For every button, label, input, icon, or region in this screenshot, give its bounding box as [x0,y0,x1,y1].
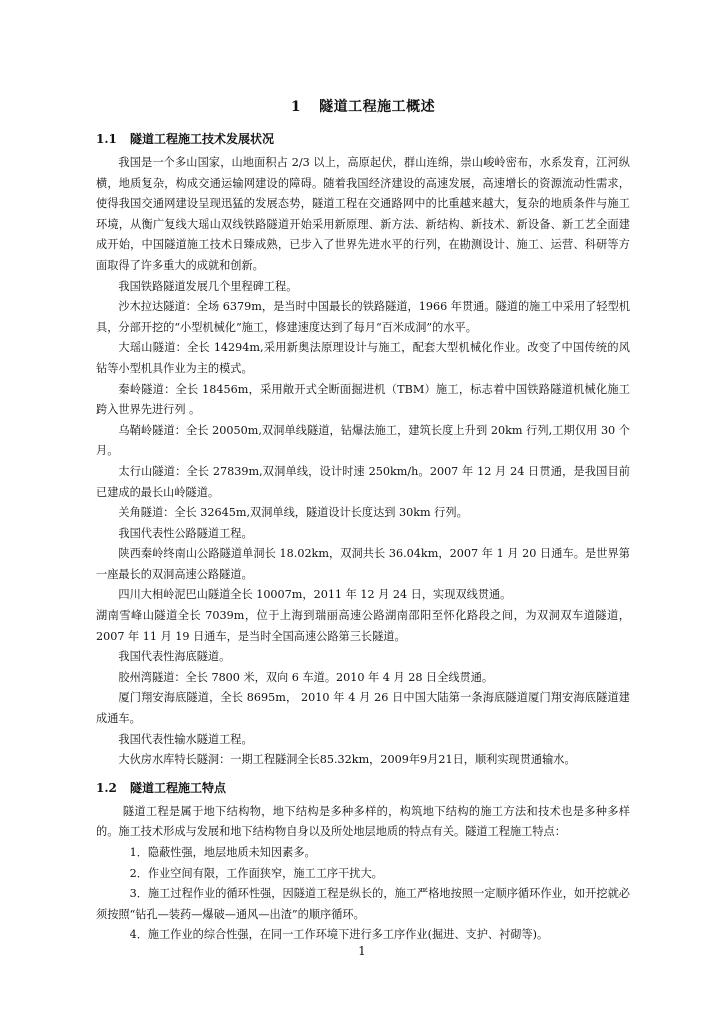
section-heading-1-1 [96,130,630,147]
section-heading-text: 隧道工程施工技术发展状况 [130,132,275,146]
chapter-title-text: 隧道工程施工概述 [319,99,436,115]
chapter-number: 1 [290,99,302,115]
paragraph: 隧道工程是属于地下结构物，地下结构是多种多样的，构筑地下结构的施工方法和技术也是多种多样的。施工技术形成与发展和地下结构物自身以及所处地层地质的特点有关。隧道工程施工特点： [96,804,630,839]
chapter-title [96,96,630,116]
paragraph: 厦门翔安海底隧道，全长 8695m， 2010 年 4 月 26 日中国大陆第一条海底隧道厦门翔安海底隧道建成通车。 [96,691,630,726]
list-item: 1．隐蔽性强，地层地质未知因素多。 [129,846,316,859]
section-number: 1.1 [96,132,117,146]
list-item: 4．施工作业的综合性强，在同一工作环境下进行多工序作业(掘进、支护、衬砌等)。 [129,928,549,942]
paragraph: 关角隧道：全长 32645m,双洞单线，隧道设计长度达到 30km 行列。 [118,506,468,520]
list-item: 2．作业空间有限，工作面狭窄，施工工序干扰大。 [129,866,383,880]
paragraph: 我国是一个多山国家，山地面积占 2/3 以上，高原起伏，群山连绵，崇山峻岭密布，水系发育，江河纵横，地质复杂，构成交通运输网建设的障碍。随着我国经济建设的高速发展，高速增长的资源流动性需求，使得我国交通网建设呈现迅猛的发展态势，隧道工程在交通路网中的比重越来越大，复杂的地质条件与施工环境，从衡广复线大瑶山双线铁路隧道开始采用新原理、新方法、新结构、新技术、新设备、新工艺全面建成开始，中国隧道施工技术日臻成熟，已步入了世界先进水平的行列，在勘测设计、施工、运营、科研等方面取得了许多重大的成就和创新。 [96,156,630,272]
paragraph: 我国代表性输水隧道工程。 [118,732,253,746]
page-content [96,96,630,946]
paragraph: 太行山隧道：全长 27839m,双洞单线，设计时速 250km/h。2007 年 12 月 24 日贯通，是我国目前已建成的最长山岭隧道。 [96,464,630,499]
paragraph: 大瑶山隧道：全长 14294m,采用新奥法原理设计与施工，配套大型机械化作业。改变了中国传统的风钻等小型机具作业为主的模式。 [96,341,630,375]
list-item: 3．施工过程作业的循环性强，因隧道工程是纵长的，施工严格地按照一定顺序循环作业，如开挖就必须按照“钻孔—装药—爆破—通风—出渣”的顺序循环。 [96,887,630,921]
paragraph: 秦岭隧道：全长 18456m，采用敞开式全断面掘进机（TBM）施工，标志着中国铁路隧道机械化施工跨入世界先进行列 。 [96,382,630,417]
section-number: 1.2 [96,780,117,795]
paragraph: 陕西秦岭终南山公路隧道单洞长 18.02km，双洞共长 36.04km，2007 年 1 月 20 日通车。是世界第一座最长的双洞高速公路隧道。 [96,547,630,581]
paragraph: 四川大相岭泥巴山隧道全长 10007m，2011 年 12 月 24 日，实现双线贯通。 [118,588,512,602]
section-heading-text: 隧道工程施工特点 [130,780,227,795]
page-number: 1 [358,944,366,958]
paragraph: 我国代表性公路隧道工程。 [118,526,253,540]
paragraph: 胶州湾隧道：全长 7800 米，双向 6 车道。2010 年 4 月 28 日全线贯通。 [118,670,494,684]
paragraph: 我国铁路隧道发展几个里程碑工程。 [118,279,298,293]
paragraph: 大伙房水库特长隧洞：一期工程隧洞全长85.32km，2009年9月21日，顺利实现贯通输水。 [118,753,576,767]
paragraph: 湖南雪峰山隧道全长 7039m，位于上海到瑞丽高速公路湖南邵阳至怀化路段之间，为双洞双车道隧道，2007 年 11 月 19 日通车，是当时全国高速公路第三长隧道。 [96,609,630,643]
paragraph: 沙木拉达隧道：全场 6379m，是当时中国最长的铁路隧道，1966 年贯通。隧道的施工中采用了轻型机具，分部开挖的“小型机械化”施工，修建速度达到了每月“百米成洞”的水平。 [96,300,630,334]
paragraph: 乌鞘岭隧道：全长 20050m,双洞单线隧道，钻爆法施工，建筑长度上升到 20km 行列,工期仅用 30 个月。 [96,423,630,458]
paragraph: 我国代表性海底隧道。 [118,650,231,664]
section-heading-1-2 [96,779,630,796]
